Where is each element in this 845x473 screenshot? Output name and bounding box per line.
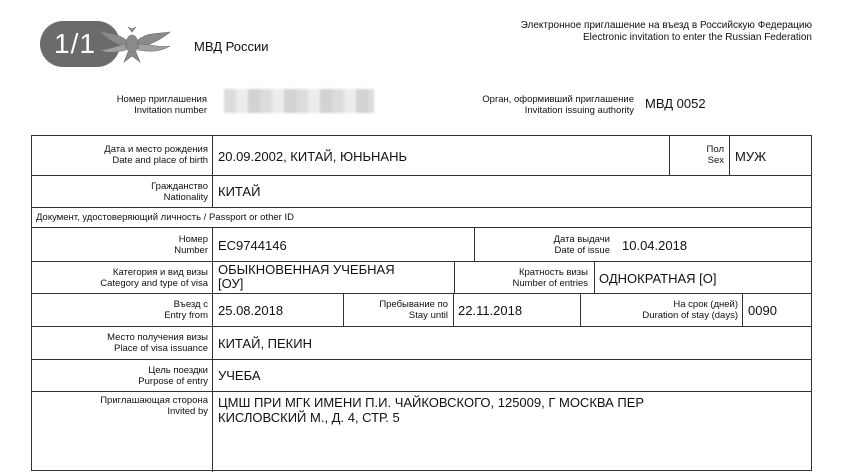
invitation-title-ru: Электронное приглашение на въезд в Российскую Федерацию	[520, 20, 812, 31]
duration-label-en: Duration of stay (days)	[642, 310, 738, 321]
issuing-authority-label-ru: Орган, оформивший приглашение	[482, 94, 634, 105]
invitation-number-redacted	[224, 89, 374, 113]
double-headed-eagle-emblem-icon	[92, 22, 172, 66]
entry-from-label-ru: Въезд с	[173, 299, 208, 310]
ministry-name: МВД России	[194, 39, 269, 54]
visa-category-label-en: Category and type of visa	[100, 278, 208, 289]
stay-until-label	[346, 299, 448, 321]
nationality-value: КИТАЙ	[218, 184, 261, 199]
nationality-label-ru: Гражданство	[151, 181, 208, 192]
issuance-place-label-ru: Место получения визы	[107, 332, 208, 343]
birth-value: 20.09.2002, КИТАЙ, ЮНЬНАНЬ	[218, 149, 407, 164]
purpose-label-ru: Цель поездки	[148, 365, 208, 376]
entry-from-label	[36, 299, 208, 321]
duration-label-ru: На срок (дней)	[673, 299, 738, 310]
invitation-number-label-en: Invitation number	[134, 105, 207, 116]
entries-label	[458, 267, 588, 289]
visa-category-label-ru: Категория и вид визы	[112, 267, 208, 278]
stay-until-label-ru: Пребывание по	[379, 299, 448, 310]
document-section-heading: Документ, удостоверяющий личность / Passport or other ID	[36, 212, 294, 223]
passport-number-label	[36, 234, 208, 256]
passport-number-label-ru: Номер	[178, 234, 208, 245]
visa-form-table	[31, 135, 812, 471]
issue-date-value: 10.04.2018	[622, 238, 688, 253]
purpose-label	[36, 365, 208, 387]
nationality-label-en: Nationality	[163, 192, 208, 203]
visa-category-label	[36, 267, 208, 289]
purpose-label-en: Purpose of entry	[138, 376, 208, 387]
issuance-place-label	[36, 332, 208, 354]
visa-category-value-line-2: [ОУ]	[218, 276, 244, 291]
visa-category-value-line-1: ОБЫКНОВЕННАЯ УЧЕБНАЯ	[218, 262, 395, 277]
birth-label-en: Date and place of birth	[112, 155, 208, 166]
passport-number-value: EC9744146	[218, 238, 287, 253]
sex-label-en: Sex	[707, 155, 724, 166]
birth-label	[36, 144, 208, 166]
entries-value: ОДНОКРАТНАЯ [О]	[599, 271, 717, 286]
sex-label	[672, 144, 724, 166]
inviter-value	[218, 395, 644, 425]
issuing-authority-value: МВД 0052	[645, 96, 706, 111]
purpose-value: УЧЕБА	[218, 368, 261, 383]
inviter-label-ru: Приглашающая сторона	[100, 395, 208, 406]
entries-label-ru: Кратность визы	[518, 267, 588, 278]
inviter-value-line-2: КИСЛОВСКИЙ М., Д. 4, СТР. 5	[218, 410, 400, 425]
invitation-title	[521, 20, 812, 44]
issue-date-label-ru: Дата выдачи	[553, 234, 610, 245]
stay-until-label-en: Stay until	[408, 310, 448, 321]
nationality-label	[36, 181, 208, 203]
issue-date-label	[478, 234, 610, 256]
sex-label-ru: Пол	[706, 144, 724, 155]
invitation-number-label	[60, 94, 207, 116]
issuance-place-label-en: Place of visa issuance	[114, 343, 208, 354]
inviter-label	[36, 395, 208, 417]
invitation-title-en: Electronic invitation to enter the Russian Federation	[582, 32, 812, 43]
issuance-place-value: КИТАЙ, ПЕКИН	[218, 336, 312, 351]
visa-category-value	[218, 263, 395, 291]
sex-value: МУЖ	[735, 149, 767, 164]
passport-number-label-en: Number	[174, 245, 208, 256]
issuing-authority-label-en: Invitation issuing authority	[524, 105, 634, 116]
issuing-authority-label	[410, 94, 634, 116]
inviter-label-en: Invited by	[167, 406, 208, 417]
birth-label-ru: Дата и место рождения	[104, 144, 208, 155]
entry-from-value: 25.08.2018	[218, 303, 284, 318]
entry-from-label-en: Entry from	[164, 310, 208, 321]
page-indicator: 1/1	[54, 28, 96, 59]
entries-label-en: Number of entries	[512, 278, 588, 289]
inviter-value-line-1: ЦМШ ПРИ МГК ИМЕНИ П.И. ЧАЙКОВСКОГО, 125009, Г МОСКВА ПЕР	[218, 395, 645, 410]
invitation-number-label-ru: Номер приглашения	[116, 94, 207, 105]
stay-until-value: 22.11.2018	[458, 303, 523, 318]
duration-label	[584, 299, 738, 321]
duration-value: 0090	[748, 303, 777, 318]
issue-date-label-en: Date of issue	[554, 245, 610, 256]
